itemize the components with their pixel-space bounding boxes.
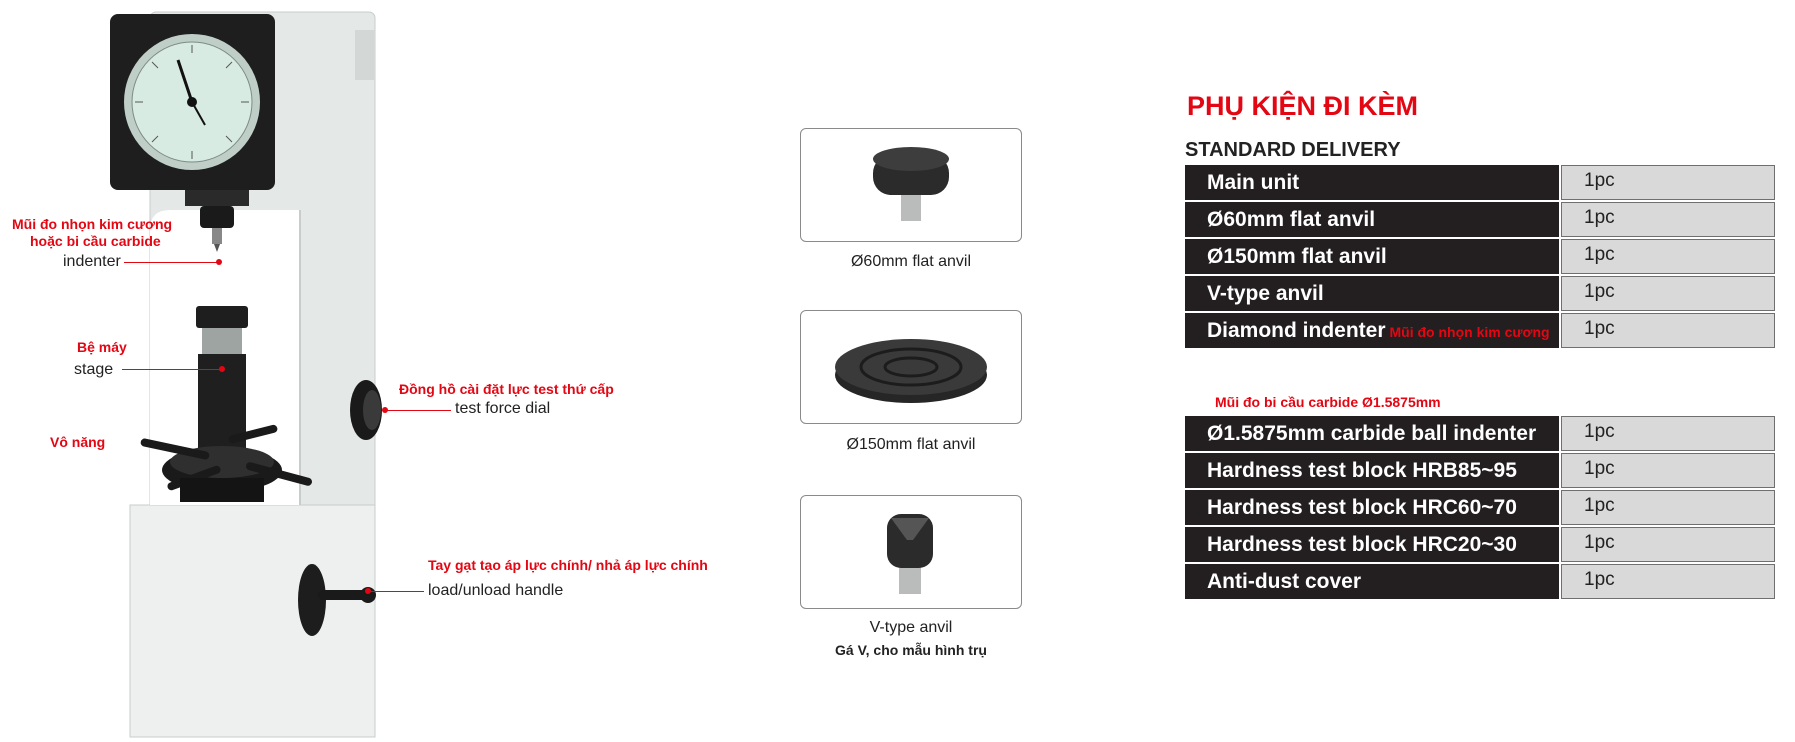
carbide-indenter-note-vi: Mũi đo bi cầu carbide Ø1.5875mm (1215, 394, 1441, 410)
handle-marker (365, 588, 371, 594)
item-name-text: Diamond indenter (1207, 319, 1386, 342)
handle-leader-line (368, 591, 424, 592)
accessory-card-v-anvil (800, 495, 1022, 609)
test-force-dial-leader-line (385, 410, 451, 411)
table-row (1185, 453, 1775, 488)
item-name: V-type anvil (1185, 276, 1559, 311)
item-name: Ø1.5875mm carbide ball indenter (1185, 416, 1559, 451)
hardness-tester-illustration (0, 0, 390, 742)
test-force-dial-label-en: test force dial (455, 400, 551, 417)
delivery-title-vi: PHỤ KIỆN ĐI KÈM (1187, 91, 1419, 121)
item-name: Hardness test block HRB85~95 (1185, 453, 1559, 488)
test-force-dial-marker (382, 407, 388, 413)
item-qty: 1pc (1561, 490, 1775, 525)
handwheel-label-vi: Vô năng (50, 434, 106, 450)
v-anvil-icon (801, 496, 1021, 608)
item-name: Anti-dust cover (1185, 564, 1559, 599)
item-name: Ø150mm flat anvil (1185, 239, 1559, 274)
indenter-leader-line (124, 262, 218, 263)
table-row (1185, 202, 1775, 237)
stage-marker (219, 366, 225, 372)
indenter-label-vi: Mũi đo nhọn kim cương (12, 216, 173, 232)
item-qty: 1pc (1561, 564, 1775, 599)
item-name: Ø60mm flat anvil (1185, 202, 1559, 237)
item-name: Hardness test block HRC20~30 (1185, 527, 1559, 562)
handle-label-vi: Tay gạt tạo áp lực chính/ nhả áp lực chính (428, 557, 708, 573)
test-force-dial-label-vi: Đồng hồ cài đặt lực test thứ cấp (399, 381, 614, 397)
indenter-marker (216, 259, 222, 265)
table-row (1185, 416, 1775, 451)
accessory-caption-small-anvil: Ø60mm flat anvil (850, 253, 972, 270)
delivery-table-group-2 (1185, 416, 1775, 601)
table-row (1185, 490, 1775, 525)
item-qty: 1pc (1561, 239, 1775, 274)
accessory-caption-large-anvil: Ø150mm flat anvil (846, 436, 976, 453)
table-row (1185, 165, 1775, 200)
item-qty: 1pc (1561, 313, 1775, 348)
item-name (1185, 313, 1559, 348)
delivery-title-en: STANDARD DELIVERY (1185, 139, 1401, 161)
small-anvil-icon (801, 129, 1021, 241)
stage-label-vi: Bệ máy (77, 339, 127, 355)
item-name-sub-vi: Mũi đo nhọn kim cương (1389, 324, 1550, 340)
item-qty: 1pc (1561, 202, 1775, 237)
item-qty: 1pc (1561, 276, 1775, 311)
accessory-note-v-anvil: Gá V, cho mẫu hình trụ (835, 642, 987, 658)
table-row (1185, 527, 1775, 562)
stage-label-en: stage (74, 361, 114, 378)
table-row (1185, 276, 1775, 311)
item-qty: 1pc (1561, 453, 1775, 488)
table-row (1185, 313, 1775, 348)
table-row (1185, 239, 1775, 274)
accessory-caption-v-anvil: V-type anvil (869, 619, 953, 636)
stage-leader-line (122, 369, 222, 370)
item-qty: 1pc (1561, 165, 1775, 200)
item-name: Main unit (1185, 165, 1559, 200)
item-qty: 1pc (1561, 527, 1775, 562)
large-anvil-icon (801, 311, 1021, 423)
item-name: Hardness test block HRC60~70 (1185, 490, 1559, 525)
indenter-label-vi-2: hoặc bi cầu carbide (30, 233, 161, 249)
accessory-card-large-anvil (800, 310, 1022, 424)
item-qty: 1pc (1561, 416, 1775, 451)
indenter-label-en: indenter (63, 253, 121, 270)
accessory-card-small-anvil (800, 128, 1022, 242)
handle-label-en: load/unload handle (428, 582, 564, 599)
delivery-table-group-1 (1185, 165, 1775, 350)
table-row (1185, 564, 1775, 599)
